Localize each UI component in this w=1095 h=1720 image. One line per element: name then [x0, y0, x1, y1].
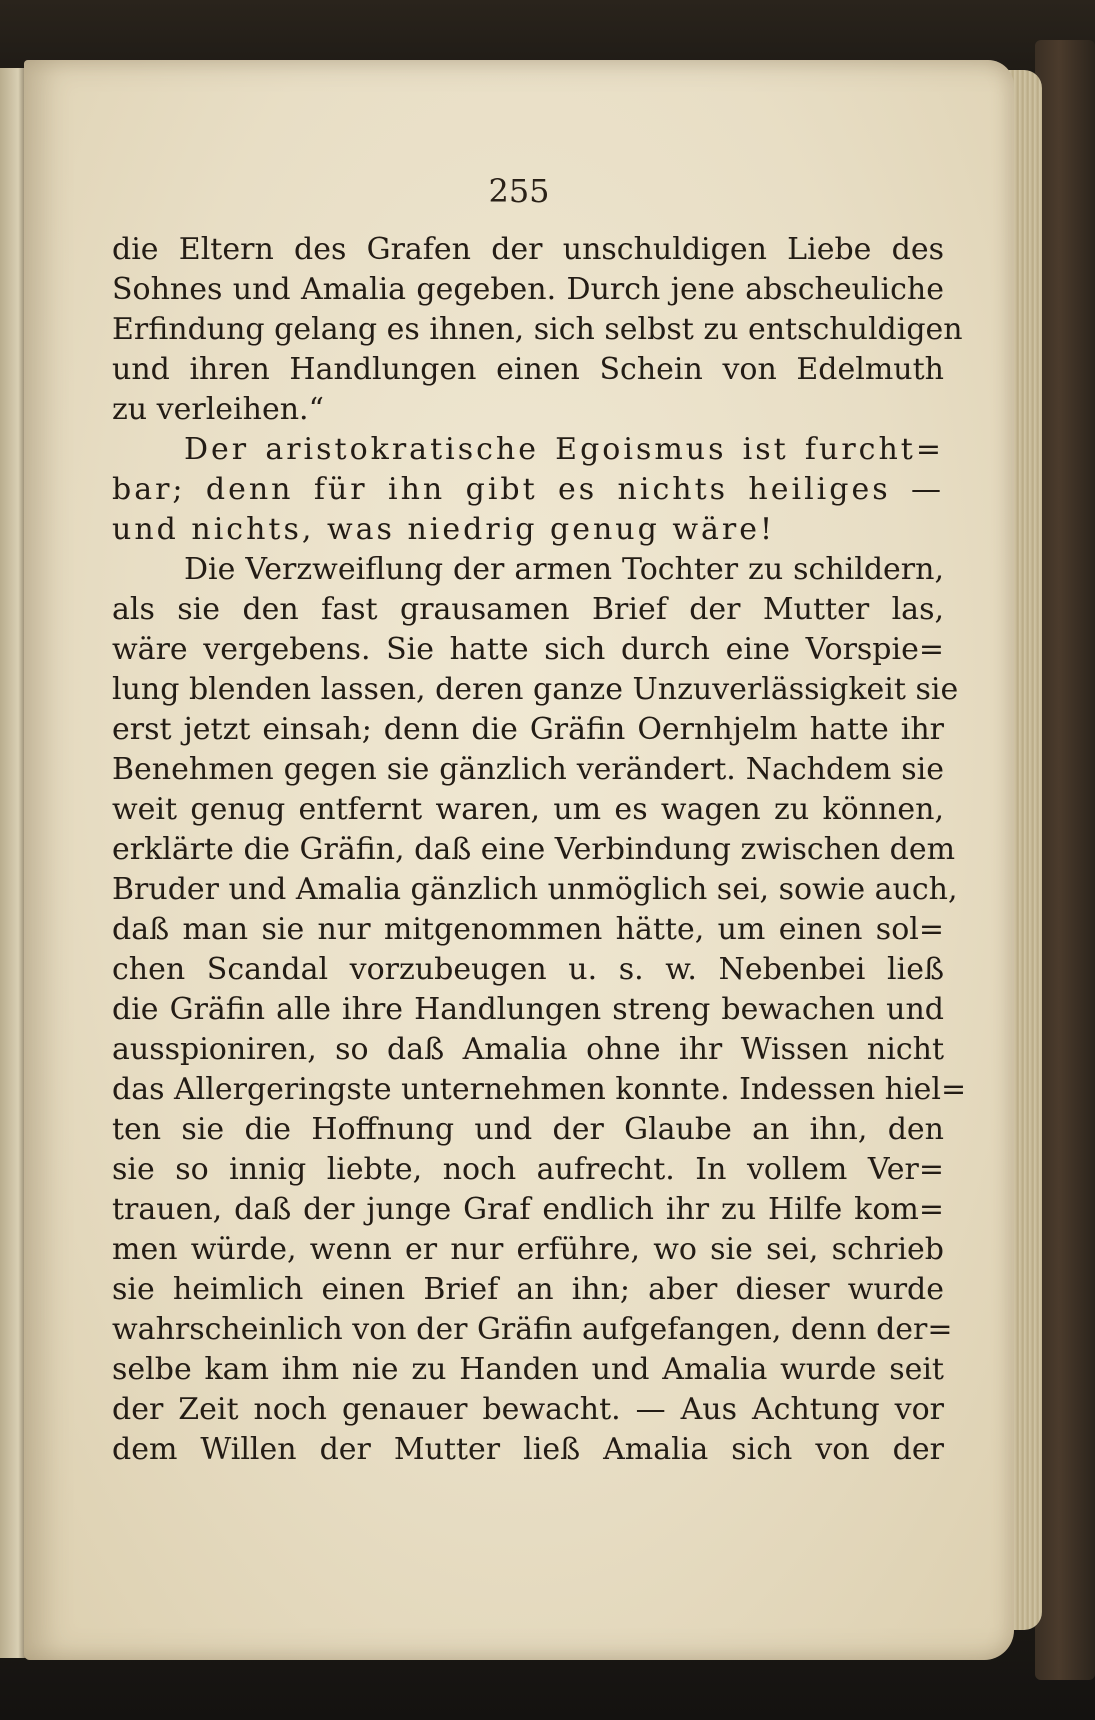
- text-line: Sohnes und Amalia gegeben. Durch jene abscheuliche: [112, 272, 944, 307]
- text-line: wäre vergebens. Sie hatte sich durch eine Vorspie=: [112, 632, 944, 667]
- text-line: Bruder und Amalia gänzlich unmöglich sei, sowie auch,: [112, 872, 958, 907]
- body-text: [112, 230, 967, 1470]
- book-page: [24, 60, 1014, 1660]
- text-line: weit genug entfernt waren, um es wagen zu können,: [112, 792, 944, 827]
- text-line: bar; denn für ihn gibt es nichts heiliges —: [112, 472, 944, 507]
- book-cover-edge: [1035, 40, 1095, 1680]
- text-line: erklärte die Gräfin, daß eine Verbindung zwischen dem: [112, 832, 956, 867]
- text-line: und ihren Handlungen einen Schein von Edelmuth: [112, 352, 944, 387]
- text-line: ten sie die Hoffnung und der Glaube an ihn, den: [112, 1112, 944, 1147]
- text-line: die Gräfin alle ihre Handlungen streng bewachen und: [112, 992, 944, 1027]
- facing-page-edge: [0, 68, 26, 1658]
- text-line: trauen, daß der junge Graf endlich ihr zu Hilfe kom=: [112, 1192, 944, 1227]
- text-line: wahrscheinlich von der Gräfin aufgefangen, denn der=: [112, 1312, 953, 1347]
- text-line: sie heimlich einen Brief an ihn; aber dieser wurde: [112, 1272, 944, 1307]
- text-line: zu verleihen.“: [112, 392, 324, 427]
- text-line: der Zeit noch genauer bewacht. — Aus Achtung vor: [112, 1392, 944, 1427]
- text-line: das Allergeringste unternehmen konnte. Indessen hiel=: [112, 1072, 967, 1107]
- text-line: erst jetzt einsah; denn die Gräfin Oernhjelm hatte ihr: [112, 712, 944, 747]
- text-line: selbe kam ihm nie zu Handen und Amalia wurde seit: [112, 1352, 944, 1387]
- text-line: dem Willen der Mutter ließ Amalia sich von der: [112, 1432, 944, 1467]
- text-line: als sie den fast grausamen Brief der Mutter las,: [112, 592, 944, 627]
- page-number: 255: [488, 172, 550, 210]
- text-line: Benehmen gegen sie gänzlich verändert. Nachdem sie: [112, 752, 944, 787]
- text-line: Erfindung gelang es ihnen, sich selbst zu entschuldigen: [112, 312, 963, 347]
- text-line: lung blenden lassen, deren ganze Unzuverlässigkeit sie: [112, 672, 959, 707]
- text-line: chen Scandal vorzubeugen u. s. w. Nebenbei ließ: [112, 952, 944, 987]
- text-line: die Eltern des Grafen der unschuldigen Liebe des: [112, 232, 944, 267]
- text-line: daß man sie nur mitgenommen hätte, um einen sol=: [112, 912, 944, 947]
- text-line: men würde, wenn er nur erführe, wo sie sei, schrieb: [112, 1232, 944, 1267]
- text-line: sie so innig liebte, noch aufrecht. In vollem Ver=: [112, 1152, 944, 1187]
- text-line: ausspioniren, so daß Amalia ohne ihr Wissen nicht: [112, 1032, 944, 1067]
- text-line: und nichts, was niedrig genug wäre!: [112, 512, 776, 547]
- text-line: Die Verzweiflung der armen Tochter zu schildern,: [184, 552, 944, 587]
- text-line: Der aristokratische Egoismus ist furcht=: [184, 432, 944, 467]
